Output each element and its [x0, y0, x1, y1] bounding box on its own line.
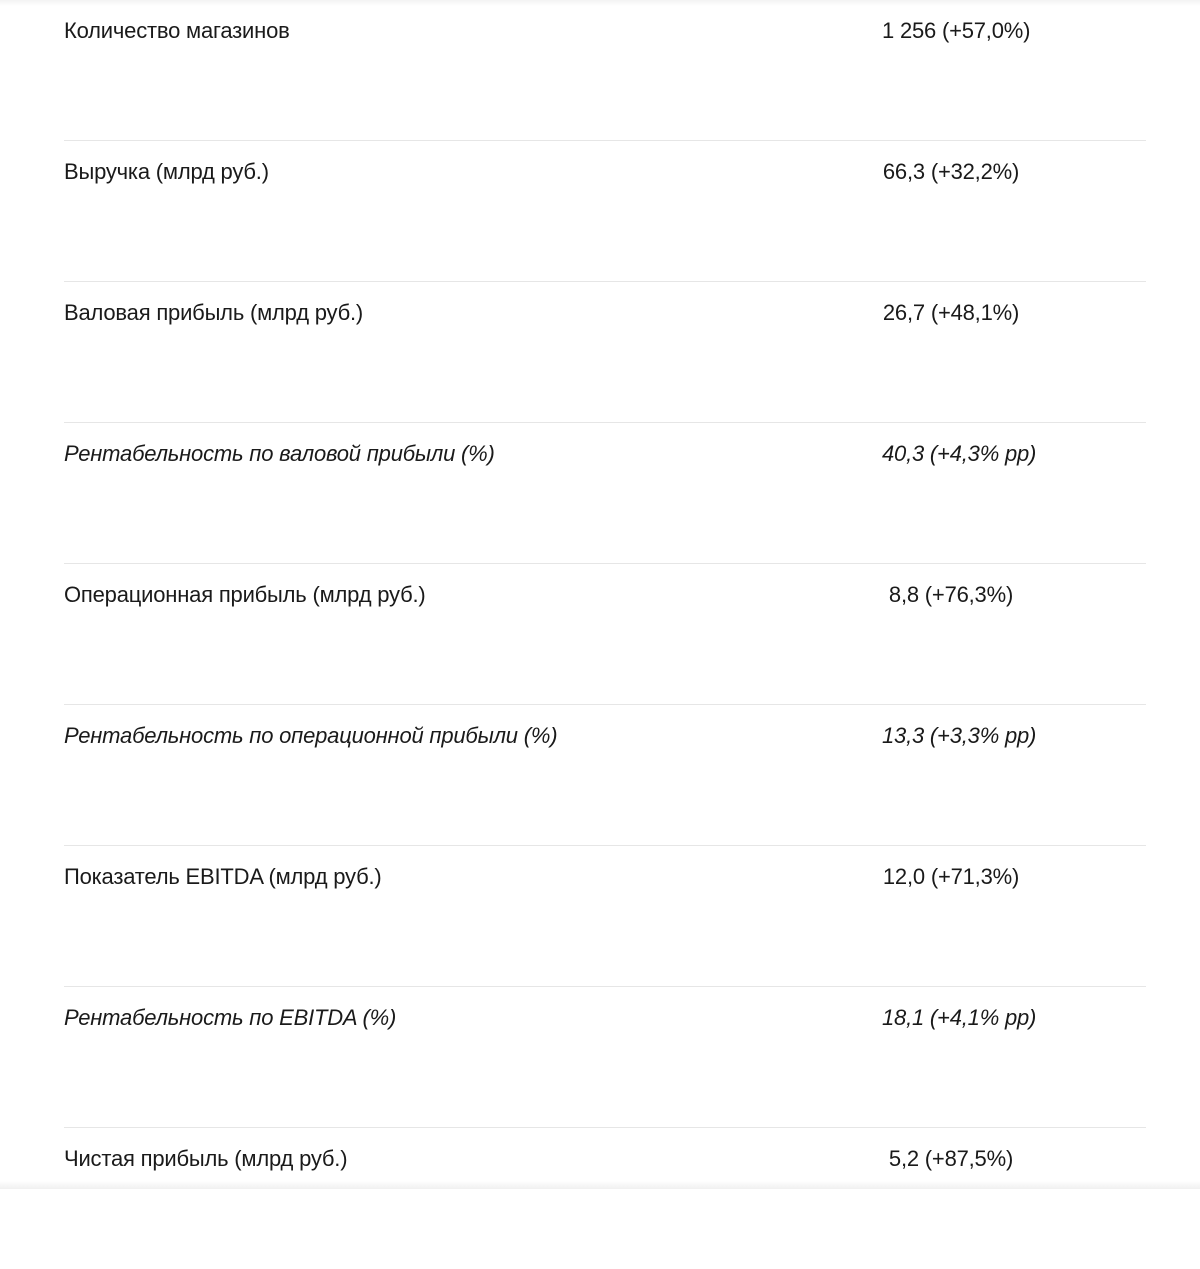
row-value: 8,8 (+76,3%): [888, 582, 1014, 607]
row-label: Рентабельность по валовой прибыли (%): [64, 441, 495, 466]
table-row-ebitda: [64, 846, 1146, 987]
financial-results-table: [64, 0, 1146, 1269]
row-value: 1 256 (+57,0%): [882, 18, 1031, 43]
table-row-ebitda-margin: [64, 987, 1146, 1128]
table-row-net-profit: [64, 1128, 1146, 1269]
row-value: 66,3 (+32,2%): [882, 159, 1020, 184]
row-value: 13,3 (+3,3% pp): [882, 723, 1037, 748]
row-value: 12,0 (+71,3%): [882, 864, 1020, 889]
row-label: Выручка (млрд руб.): [64, 159, 269, 184]
row-label: Количество магазинов: [64, 18, 290, 43]
row-value: 40,3 (+4,3% pp): [882, 441, 1037, 466]
row-label: Операционная прибыль (млрд руб.): [64, 582, 426, 607]
row-value: 5,2 (+87,5%): [888, 1146, 1014, 1171]
row-value: 18,1 (+4,1% pp): [882, 1005, 1037, 1030]
table-row-revenue: [64, 141, 1146, 282]
table-row-gross-profit: [64, 282, 1146, 423]
table-row-operating-margin: [64, 705, 1146, 846]
table-row-gross-margin: [64, 423, 1146, 564]
row-label: Чистая прибыль (млрд руб.): [64, 1146, 348, 1171]
table-row-operating-profit: [64, 564, 1146, 705]
row-label: Показатель EBITDA (млрд руб.): [64, 864, 382, 889]
row-label: Валовая прибыль (млрд руб.): [64, 300, 364, 325]
row-value: 26,7 (+48,1%): [882, 300, 1020, 325]
row-label: Рентабельность по EBITDA (%): [64, 1005, 397, 1030]
table-row-store-count: [64, 0, 1146, 141]
row-label: Рентабельность по операционной прибыли (%): [64, 723, 558, 748]
